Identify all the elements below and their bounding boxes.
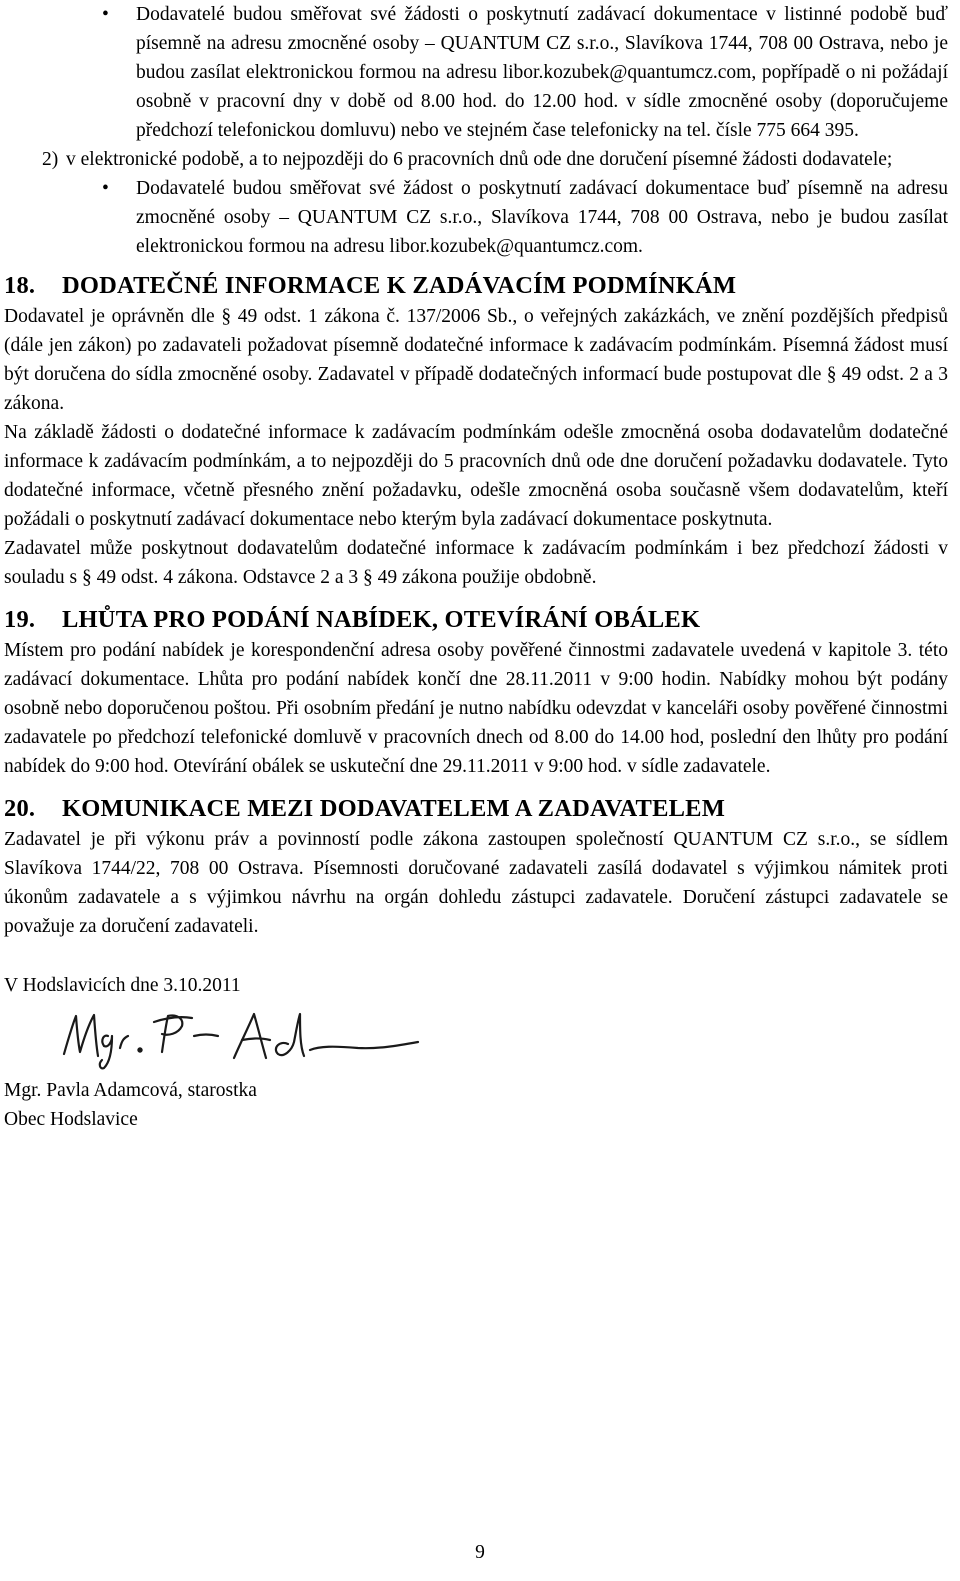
section-title: DODATEČNÉ INFORMACE K ZADÁVACÍM PODMÍNKÁM — [62, 272, 737, 299]
page-number: 9 — [475, 1542, 485, 1563]
item-text: v elektronické podobě, a to nejpozději do 6 pracovních dnů ode dne doručení písemné žádosti dodavatele; — [66, 149, 893, 170]
handwritten-signature — [58, 1006, 438, 1074]
section-number: 19. — [4, 606, 36, 633]
signer-name: Mgr. Pavla Adamcová, starostka — [4, 1080, 257, 1101]
section-heading-20 — [4, 793, 948, 825]
paragraph: Zadavatel je při výkonu práv a povinností podle zákona zastoupen společností QUANTUM CZ s.r.o., se sídlem Slavíkova 1744/22, 708 00 Ostrava. Písemnosti doručované zadavateli zasílá dodavatel s výjimkou námitek proti úkonům zadavatele a s výjimkou návrhu na orgán dohledu zástupci zadavatele. Doručení zástupci zadavatele se považuje za doručení zadavateli. — [4, 829, 948, 937]
numbered-item-electronic — [4, 145, 948, 174]
section-heading-18 — [4, 270, 948, 302]
signer-organization: Obec Hodslavice — [4, 1109, 138, 1130]
place-and-date: V Hodslavicích dne 3.10.2011 — [4, 975, 241, 996]
paragraph: Na základě žádosti o dodatečné informace k zadávacím podmínkám odešle zmocněná osoba dodavatelům dodatečné informace k zadávacím podmínkám, a to nejpozději do 5 pracovních dnů ode dne doručení požadavku dodavatele. Tyto dodatečné informace, včetně přesného znění požadavku, odešle zmocněná osoba současně všem dodavatelům, kteří požádali o poskytnutí zadávací dokumentace nebo kterým byla zadávací dokumentace poskytnuta. — [4, 422, 948, 530]
bullet-icon: • — [102, 178, 109, 199]
document-page — [4, 0, 948, 1134]
bullet-text: Dodavatelé budou směřovat své žádosti o poskytnutí zadávací dokumentace v listinné podobě buď písemně na adresu zmocněné osoby – QUANTUM CZ s.r.o., Slavíkova 1744, 708 00 Ostrava, nebo je budou zasílat elektronickou formou na adresu libor.kozubek@quantumcz.com, popřípadě o ni požádají osobně v pracovní dny v době od 8.00 hod. do 12.00 hod. v sídle zmocněné osoby (doporučujeme předchozí telefonickou domluvu) nebo ve stejném čase telefonicky na tel. čísle 775 664 395. — [136, 4, 948, 141]
paragraph: Místem pro podání nabídek je korespondenční adresa osoby pověřené činnostmi zadavatele uvedená v kapitole 3. této zadávací dokumentace. Lhůta pro podání nabídek končí dne 28.11.2011 v 9:00 hodin. Nabídky mohou být podány osobně nebo doporučenou poštou. Při osobním předání je nutno nabídku odevzdat v kanceláři osoby pověřené činnostmi zadavatele po předchozí telefonické domluvě v pracovních dnech od 8.00 do 14.00 hod, poslední den lhůty pro podání nabídek do 9:00 hod. Otevírání obálek se uskuteční dne 29.11.2011 v 9:00 hod. v sídle zadavatele. — [4, 640, 948, 777]
bullet-icon: • — [102, 4, 109, 25]
bullet-paragraph-electronic-delivery — [4, 174, 948, 261]
bullet-paragraph-paper-delivery — [4, 0, 948, 145]
item-number: 2) — [42, 149, 59, 170]
signature-area — [4, 1000, 948, 1076]
section-heading-19 — [4, 604, 948, 636]
paragraph: Dodavatel je oprávněn dle § 49 odst. 1 zákona č. 137/2006 Sb., o veřejných zakázkách, ve znění pozdějších předpisů (dále jen zákon) po zadavateli požadovat písemně dodatečné informace k zadávacím podmínkám. Písemná žádost musí být doručena do sídla zmocněné osoby. Zadavatel v případě dodatečných informací bude postupovat dle § 49 odst. 2 a 3 zákona. — [4, 306, 948, 414]
section-number: 20. — [4, 795, 36, 822]
section-number: 18. — [4, 272, 36, 299]
bullet-text: Dodavatelé budou směřovat své žádost o poskytnutí zadávací dokumentace buď písemně na adresu zmocněné osoby – QUANTUM CZ s.r.o., Slavíkova 1744, 708 00 Ostrava, nebo je budou zasílat elektronickou formou na adresu libor.kozubek@quantumcz.com. — [136, 178, 948, 257]
section-title: LHŮTA PRO PODÁNÍ NABÍDEK, OTEVÍRÁNÍ OBÁLEK — [62, 606, 701, 633]
paragraph: Zadavatel může poskytnout dodavatelům dodatečné informace k zadávacím podmínkám i bez předchozí žádosti v souladu s § 49 odst. 4 zákona. Odstavce 2 a 3 § 49 zákona použije obdobně. — [4, 538, 948, 588]
section-title: KOMUNIKACE MEZI DODAVATELEM A ZADAVATELEM — [62, 795, 726, 822]
